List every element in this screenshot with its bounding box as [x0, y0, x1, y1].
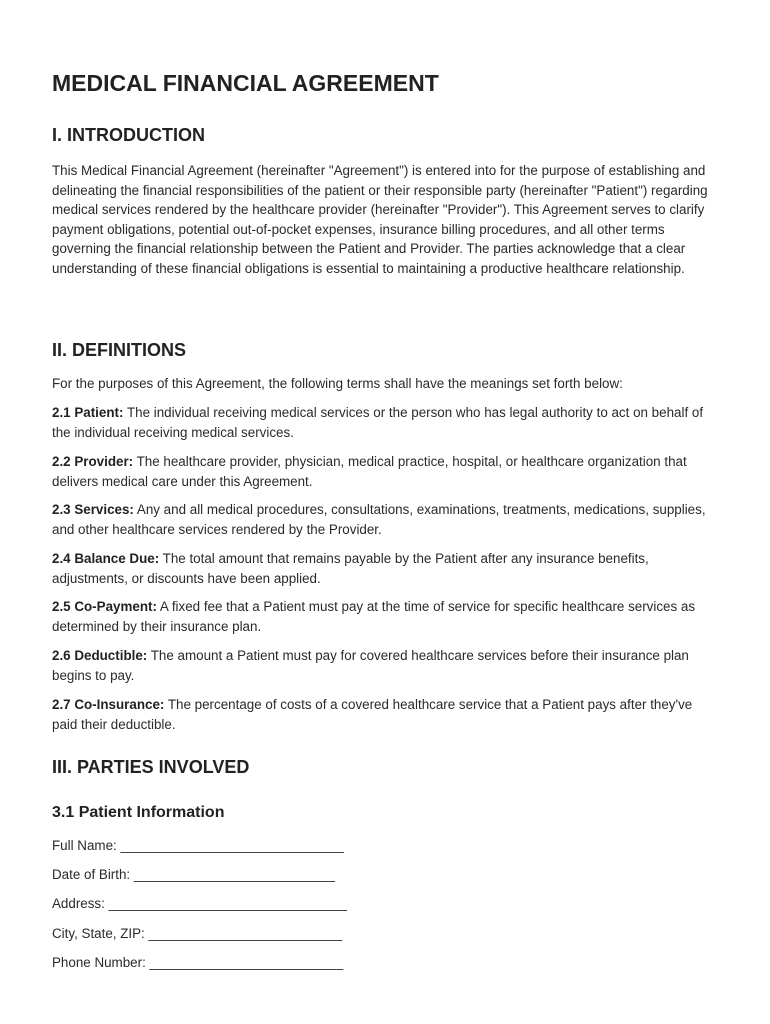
definition-text: The healthcare provider, physician, medical practice, hospital, or healthcare organization that delivers medical care under this Agreement.	[52, 454, 687, 489]
phone-number-blank[interactable]: __________________________	[149, 955, 344, 970]
definition-item	[52, 403, 720, 442]
field-label: City, State, ZIP:	[52, 926, 145, 941]
date-of-birth-blank[interactable]: ___________________________	[133, 867, 335, 882]
definition-text: The individual receiving medical services or the person who has legal authority to act on behalf of the individual receiving medical services.	[52, 405, 704, 440]
field-phone-number	[52, 953, 343, 972]
definition-item	[52, 597, 720, 636]
field-label: Address:	[52, 896, 105, 911]
definition-term: 2.6 Deductible:	[52, 648, 148, 663]
document-title: MEDICAL FINANCIAL AGREEMENT	[52, 70, 439, 96]
definition-text: The percentage of costs of a covered healthcare service that a Patient pays after they've paid their deductible.	[52, 697, 693, 732]
section-heading-parties: III. PARTIES INVOLVED	[52, 757, 250, 777]
subsection-heading-patient-information: 3.1 Patient Information	[52, 804, 225, 821]
full-name-blank[interactable]: ______________________________	[120, 838, 344, 853]
definitions-intro: For the purposes of this Agreement, the following terms shall have the meanings set forth below:	[52, 376, 623, 391]
definition-item	[52, 452, 720, 491]
field-label: Phone Number:	[52, 955, 146, 970]
definition-item	[52, 500, 720, 539]
definition-term: 2.4 Balance Due:	[52, 551, 160, 566]
field-label: Full Name:	[52, 838, 117, 853]
city-state-zip-blank[interactable]: __________________________	[148, 926, 343, 941]
definition-text: Any and all medical procedures, consultations, examinations, treatments, medications, supplies, and other healthcare services rendered by the Provider.	[52, 502, 706, 537]
field-address	[52, 894, 347, 913]
definition-term: 2.7 Co-Insurance:	[52, 697, 165, 712]
field-full-name	[52, 836, 344, 855]
definition-term: 2.5 Co-Payment:	[52, 599, 157, 614]
section-heading-introduction: I. INTRODUCTION	[52, 125, 205, 145]
definition-text: The amount a Patient must pay for covered healthcare services before their insurance plan begins to pay.	[52, 648, 689, 683]
definition-text: The total amount that remains payable by the Patient after any insurance benefits, adjustments, or discounts have been applied.	[52, 551, 649, 586]
definition-item	[52, 549, 720, 588]
field-city-state-zip	[52, 924, 342, 943]
definition-item	[52, 646, 720, 685]
definition-term: 2.2 Provider:	[52, 454, 134, 469]
definition-term: 2.1 Patient:	[52, 405, 124, 420]
section-heading-definitions: II. DEFINITIONS	[52, 340, 187, 360]
address-blank[interactable]: ________________________________	[108, 896, 347, 911]
definition-text: A fixed fee that a Patient must pay at the time of service for specific healthcare services as determined by their insurance plan.	[52, 599, 696, 634]
definition-term: 2.3 Services:	[52, 502, 134, 517]
introduction-paragraph: This Medical Financial Agreement (hereinafter "Agreement") is entered into for the purpose of establishing and delineating the financial responsibilities of the patient or their responsible party (hereinafter "Patient") regarding medical services rendered by the healthcare provider (hereinafter "Provider"). This Agreement serves to clarify payment obligations, potential out-of-pocket expenses, insurance billing procedures, and all other terms governing the financial relationship between the Patient and Provider. The parties acknowledge that a clear understanding of these financial obligations is essential to maintaining a productive healthcare relationship.	[52, 163, 708, 276]
field-label: Date of Birth:	[52, 867, 131, 882]
field-date-of-birth	[52, 865, 335, 884]
definition-item	[52, 695, 720, 734]
